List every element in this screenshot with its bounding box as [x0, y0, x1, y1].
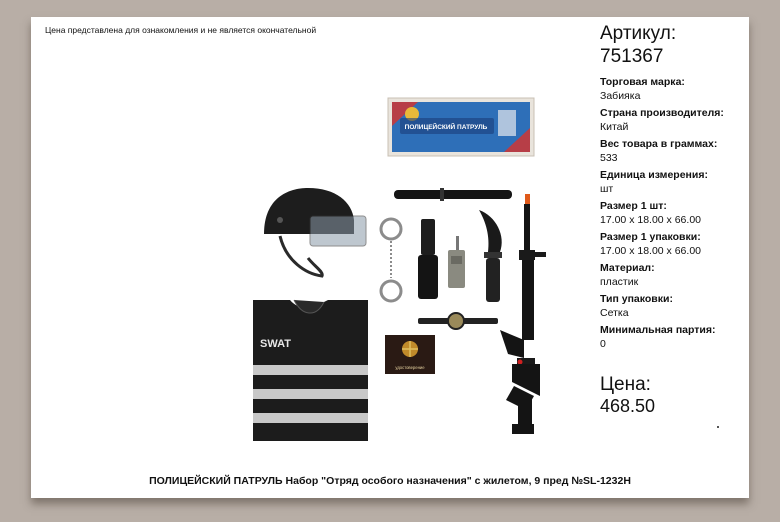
spec-package-size: [600, 230, 745, 258]
swat-vest-icon: [253, 300, 368, 441]
spec-material: [600, 261, 745, 289]
spec-label: Вес товара в граммах:: [600, 138, 718, 150]
helmet-icon: [264, 188, 366, 276]
handcuffs-icon: [381, 219, 401, 301]
spec-label: Размер 1 шт:: [600, 200, 667, 212]
spec-weight: [600, 137, 745, 165]
knife-icon: [479, 210, 502, 302]
price-label: Цена:: [600, 374, 651, 395]
package-header: [388, 98, 534, 156]
spec-list: [600, 75, 745, 354]
badge-label: удостоверение: [395, 365, 425, 370]
article-number: 751367: [600, 46, 664, 67]
article-label: Артикул:: [600, 23, 677, 44]
spec-value: 17.00 x 18.00 x 66.00: [600, 214, 701, 226]
spec-label: Минимальная партия:: [600, 324, 716, 336]
spec-value: 533: [600, 152, 618, 164]
baton-icon: [394, 188, 512, 201]
spec-label: Материал:: [600, 262, 655, 274]
product-caption: ПОЛИЦЕЙСКИЙ ПАТРУЛЬ Набор "Отряд особого назначения" с жилетом, 9 пред №SL-1232H: [149, 475, 631, 487]
spec-value: 0: [600, 338, 606, 350]
spec-min-batch: [600, 323, 745, 351]
flashlight-icon: [418, 219, 438, 299]
spec-value: Китай: [600, 121, 629, 133]
package-title: ПОЛИЦЕЙСКИЙ ПАТРУЛЬ: [404, 124, 488, 131]
product-card: [31, 17, 749, 498]
spec-value: 17.00 x 18.00 x 66.00: [600, 245, 701, 257]
toy-rifle-icon: [500, 194, 546, 434]
spec-value: Забияка: [600, 90, 641, 102]
spec-unit: [600, 168, 745, 196]
spec-label: Единица измерения:: [600, 169, 708, 181]
marker-dot: [717, 426, 719, 428]
product-image: [250, 96, 561, 441]
spec-item-size: [600, 199, 745, 227]
spec-brand: [600, 75, 745, 103]
spec-label: Торговая марка:: [600, 76, 685, 88]
walkie-talkie-icon: [448, 236, 465, 288]
spec-country: [600, 106, 745, 134]
price-value: 468.50: [600, 396, 656, 416]
spec-label: Размер 1 упаковки:: [600, 231, 701, 243]
id-badge-icon: [385, 335, 435, 374]
spec-label: Страна производителя:: [600, 107, 724, 119]
watch-icon: [418, 313, 498, 329]
spec-value: пластик: [600, 276, 639, 288]
spec-package-type: [600, 292, 745, 320]
price-disclaimer: Цена представлена для ознакомления и не является окончательной: [45, 25, 317, 35]
spec-value: шт: [600, 183, 614, 195]
spec-label: Тип упаковки:: [600, 293, 673, 305]
spec-value: Сетка: [600, 307, 629, 319]
vest-label: SWAT: [260, 338, 291, 350]
